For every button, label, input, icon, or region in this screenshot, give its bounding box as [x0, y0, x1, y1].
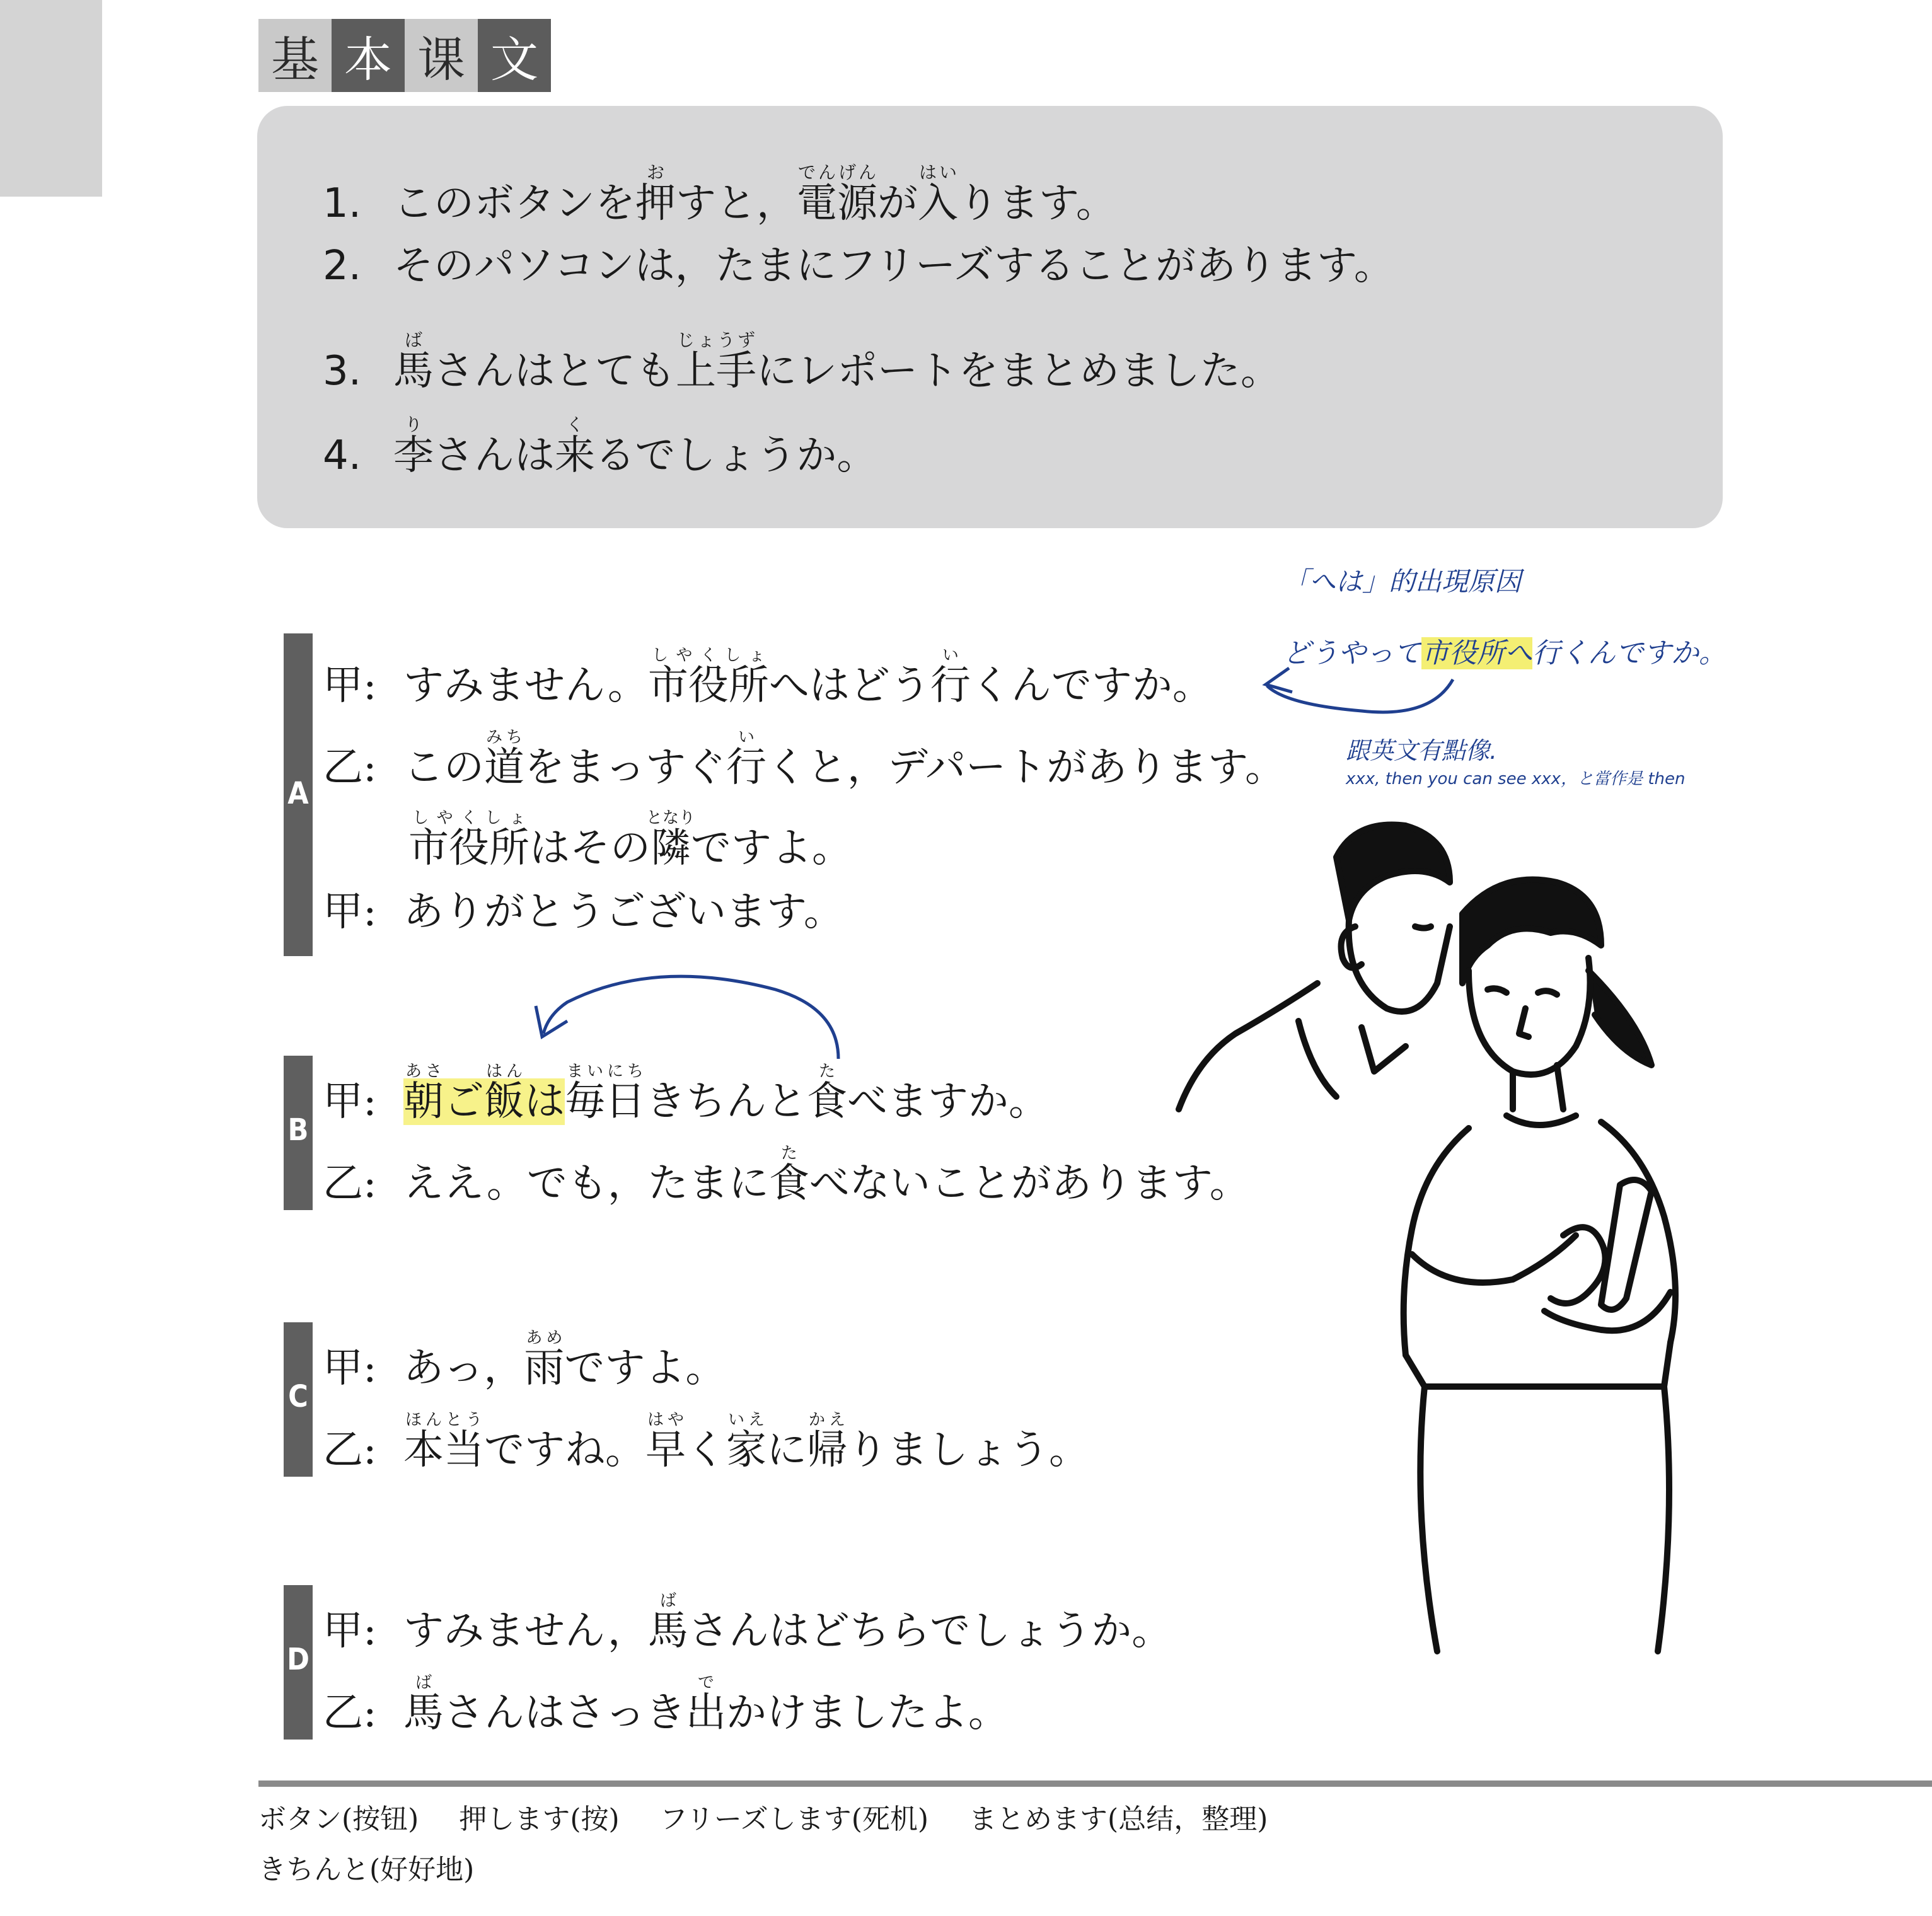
ruby-word: 帰かえ [807, 1411, 847, 1474]
title-char-4: 文 [478, 19, 551, 92]
note-line-1: 「へは」的出現原因 [1283, 566, 1522, 597]
ruby-word: 飯はん [484, 1062, 524, 1125]
dialogue-label: D [287, 1642, 309, 1677]
ruby-word: 食た [768, 1144, 809, 1207]
ruby-word: 馬ば [647, 1591, 688, 1654]
ruby-word: 朝あさ [403, 1062, 444, 1125]
speaker: 甲: [323, 1345, 377, 1392]
woman-eye-left [1488, 988, 1507, 993]
woman-hair [1462, 880, 1601, 983]
woman-body-left [1404, 1128, 1469, 1355]
vocab-item: まとめます(总结，整理) [969, 1803, 1268, 1835]
vocab-item: ボタン(按钮) [258, 1803, 419, 1835]
text-run: さんは [434, 432, 555, 479]
ruby-word: 来く [555, 414, 595, 479]
text-run: はその [529, 825, 651, 872]
ruby-word: 電源でんげん [797, 162, 877, 227]
woman-nose [1519, 1008, 1529, 1037]
text-run: すみません。 [403, 662, 648, 709]
speaker: 乙: [323, 744, 377, 791]
text-run: をまっすぐ [524, 744, 726, 791]
text-run: すと， [676, 180, 797, 227]
title-char-2: 本 [332, 19, 405, 92]
speaker: 甲: [323, 1078, 377, 1125]
ruby-word: 馬ば [403, 1673, 444, 1736]
note-line-2-b: 行くんですか。 [1532, 637, 1727, 669]
ruby-word: 雨あめ [524, 1329, 565, 1392]
man-figure [1179, 825, 1450, 1109]
man-shoulder [1179, 983, 1317, 1109]
text-run: ります。 [958, 180, 1116, 227]
woman-phone [1601, 1180, 1651, 1310]
text-run: ですよ。 [691, 825, 852, 872]
speaker: 乙: [323, 1160, 377, 1207]
vocab-item: 押します(按) [459, 1803, 620, 1835]
ruby-word: 早はや [645, 1411, 686, 1474]
ruby-word: 行い [726, 728, 766, 791]
speaker: 甲: [323, 1608, 377, 1654]
text-run: さんはとても [434, 348, 676, 395]
text-run: に [766, 1427, 807, 1474]
ruby-word: 本当ほんとう [403, 1411, 484, 1474]
note-line-4: xxx, then you can see xxx，と當作是 then [1346, 770, 1686, 788]
woman-face [1469, 958, 1590, 1075]
ruby-word: 市役所しやくしょ [408, 809, 529, 872]
text-run: かけましたよ。 [726, 1690, 1009, 1736]
ruby-word: 押お [635, 162, 676, 227]
text-run: くんですか。 [970, 662, 1213, 709]
text-run: へはどう [768, 662, 930, 709]
text-run: が [877, 180, 918, 227]
text-run: く [686, 1427, 726, 1474]
ruby-word: 李り [393, 414, 434, 479]
text-run: ええ。でも，たまに [403, 1160, 769, 1207]
text-run: このボタンを [393, 180, 635, 227]
vocab-item: フリーズします(死机) [659, 1803, 929, 1835]
vocab-divider [258, 1780, 1932, 1787]
speaker: 乙: [323, 1690, 377, 1736]
text-run: にレポートをまとめました。 [756, 348, 1281, 395]
text-run: さんはどちらでしょうか。 [688, 1608, 1172, 1654]
speaker: 乙: [323, 1427, 377, 1474]
woman-waist [1406, 1342, 1670, 1387]
sentence-num: 2. [323, 243, 362, 289]
woman-eye-right [1538, 991, 1557, 995]
note-line-2-a: どうやって [1283, 637, 1421, 669]
woman-skirt-left [1420, 1387, 1437, 1651]
man-hair [1336, 825, 1450, 920]
ruby-word: 上手じょうず [676, 330, 756, 395]
text-run: そのパソコンは，たまにフリーズすることがあります。 [393, 243, 1394, 289]
ruby-word: 家いえ [726, 1411, 766, 1474]
note-line-3: 跟英文有點像. [1346, 737, 1498, 765]
ruby-word: 食た [807, 1062, 847, 1125]
speaker: 甲: [323, 662, 377, 709]
woman-arm-left [1412, 1235, 1576, 1283]
text-run: べますか。 [847, 1078, 1049, 1125]
text-run: くと，デパートがあります。 [766, 744, 1286, 791]
sentence-num: 4. [323, 432, 362, 479]
text-run: べないことがあります。 [809, 1160, 1250, 1207]
text-run: ありがとうございます。 [403, 889, 844, 935]
text-run: は [524, 1078, 565, 1125]
text-run: りましょう。 [847, 1427, 1089, 1474]
ruby-word: 市役所しやくしょ [647, 646, 769, 709]
ruby-word: 毎日まいにち [565, 1062, 645, 1125]
text-run: ご [444, 1078, 484, 1125]
sentence-num: 3. [323, 348, 362, 395]
woman-collar [1507, 1116, 1576, 1125]
dialogue-label: C [288, 1379, 308, 1414]
man-eye [1415, 926, 1431, 928]
ruby-word: 入はい [918, 162, 958, 227]
speaker: 甲: [323, 889, 377, 935]
man-collar [1362, 1027, 1406, 1071]
text-run: ですね。 [484, 1427, 645, 1474]
ruby-word: 出で [686, 1673, 726, 1736]
text-run: すみません， [403, 1608, 648, 1654]
woman-figure [1404, 880, 1675, 1651]
woman-skirt-right [1658, 1387, 1669, 1651]
note-line-2-highlight: 市役所へ [1421, 637, 1532, 669]
ruby-word: 行い [930, 646, 971, 709]
woman-ponytail [1588, 971, 1651, 1065]
text-run: あっ， [403, 1345, 524, 1392]
vocab-item: きちんと(好好地) [258, 1854, 475, 1886]
title-char-1: 基 [258, 19, 332, 92]
dialogue-label: B [287, 1112, 309, 1148]
woman-hand [1551, 1227, 1605, 1303]
text-run: さんはさっき [444, 1690, 686, 1736]
title-char-3: 课 [405, 19, 478, 92]
text-run: ですよ。 [564, 1345, 726, 1392]
text-run: この [403, 744, 484, 791]
ruby-word: 隣となり [646, 809, 696, 872]
vocab-line-2 [258, 1847, 514, 1887]
ruby-word: 馬ば [393, 330, 434, 395]
vocab-line-1 [258, 1796, 1308, 1837]
man-back [1299, 1021, 1336, 1097]
sentence-num: 1. [323, 180, 362, 227]
ruby-word: 道みち [484, 728, 524, 791]
dialogue-label: A [287, 776, 309, 811]
text-run: るでしょうか。 [595, 432, 877, 479]
text-run: きちんと [645, 1078, 807, 1125]
